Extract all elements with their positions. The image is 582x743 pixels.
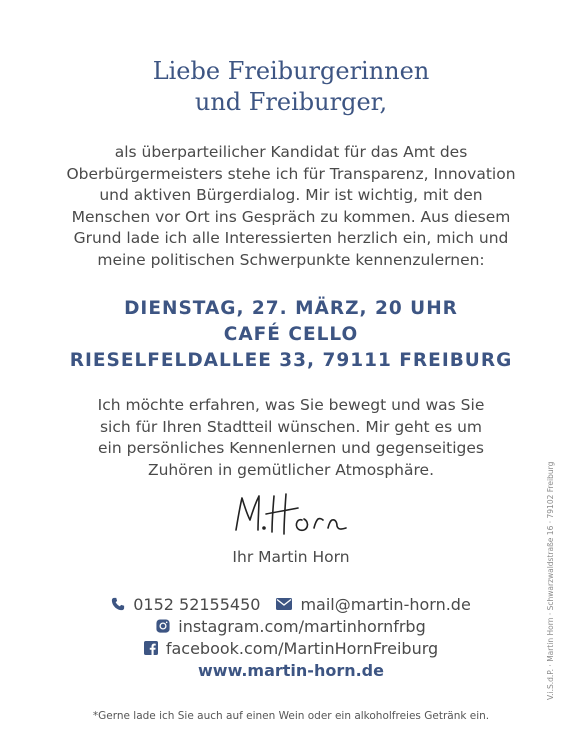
signature-name: Ihr Martin Horn xyxy=(232,548,350,566)
footnote: *Gerne lade ich Sie auch auf einen Wein oder ein alkoholfreies Getränk ein. xyxy=(92,710,490,722)
imprint-text: V.i.S.d.P. · Martin Horn · Schwarzwaldstraße 16 · 79102 Freiburg xyxy=(546,461,555,700)
event-address: RIESELFELDALLEE 33, 79111 FREIBURG xyxy=(69,350,513,371)
intro-line: meine politischen Schwerpunkte kennenzulernen: xyxy=(97,250,485,269)
contact-block xyxy=(0,593,582,683)
greeting-line-2: und Freiburger, xyxy=(194,88,388,116)
phone-icon xyxy=(111,597,125,611)
closing-line: sich für Ihren Stadtteil wünschen. Mir geht es um xyxy=(99,417,483,436)
greeting-heading xyxy=(0,56,582,118)
facebook-icon xyxy=(144,641,158,655)
intro-line: Grund lade ich alle Interessierten herzlich ein, mich und xyxy=(73,229,509,247)
contact-row-facebook xyxy=(0,637,582,659)
closing-line: ein persönliches Kennenlernen und gegenseitiges xyxy=(98,439,484,457)
handwritten-signature xyxy=(228,490,358,540)
greeting-line-1: Liebe Freiburgerinnen xyxy=(152,57,430,85)
intro-paragraph xyxy=(30,142,552,271)
envelope-icon xyxy=(276,598,292,610)
intro-line: Oberbürgermeisters stehe ich für Transparenz, Innovation xyxy=(66,164,516,183)
closing-line: Ich möchte erfahren, was Sie bewegt und was Sie xyxy=(97,396,485,414)
contact-row-phone-email xyxy=(0,593,582,615)
instagram-link[interactable]: instagram.com/martinhornfrbg xyxy=(178,616,426,636)
facebook-link[interactable]: facebook.com/MartinHornFreiburg xyxy=(165,638,439,658)
closing-line: Zuhören in gemütlicher Atmosphäre. xyxy=(147,460,435,479)
event-venue: CAFÉ CELLO xyxy=(223,324,359,345)
website-link[interactable]: www.martin-horn.de xyxy=(198,661,384,680)
phone-number[interactable]: 0152 52155450 xyxy=(133,594,261,614)
closing-paragraph xyxy=(30,395,552,481)
event-date: DIENSTAG, 27. MÄRZ, 20 UHR xyxy=(124,298,458,319)
instagram-icon xyxy=(156,619,170,633)
email-link[interactable]: mail@martin-horn.de xyxy=(300,594,471,614)
event-details xyxy=(0,296,582,374)
intro-line: als überparteilicher Kandidat für das Amt des xyxy=(114,143,468,161)
intro-line: Menschen vor Ort ins Gespräch zu kommen. Aus diesem xyxy=(71,207,511,226)
intro-line: und aktiven Bürgerdialog. Mir ist wichtig, mit den xyxy=(99,186,483,204)
contact-row-instagram xyxy=(0,615,582,637)
